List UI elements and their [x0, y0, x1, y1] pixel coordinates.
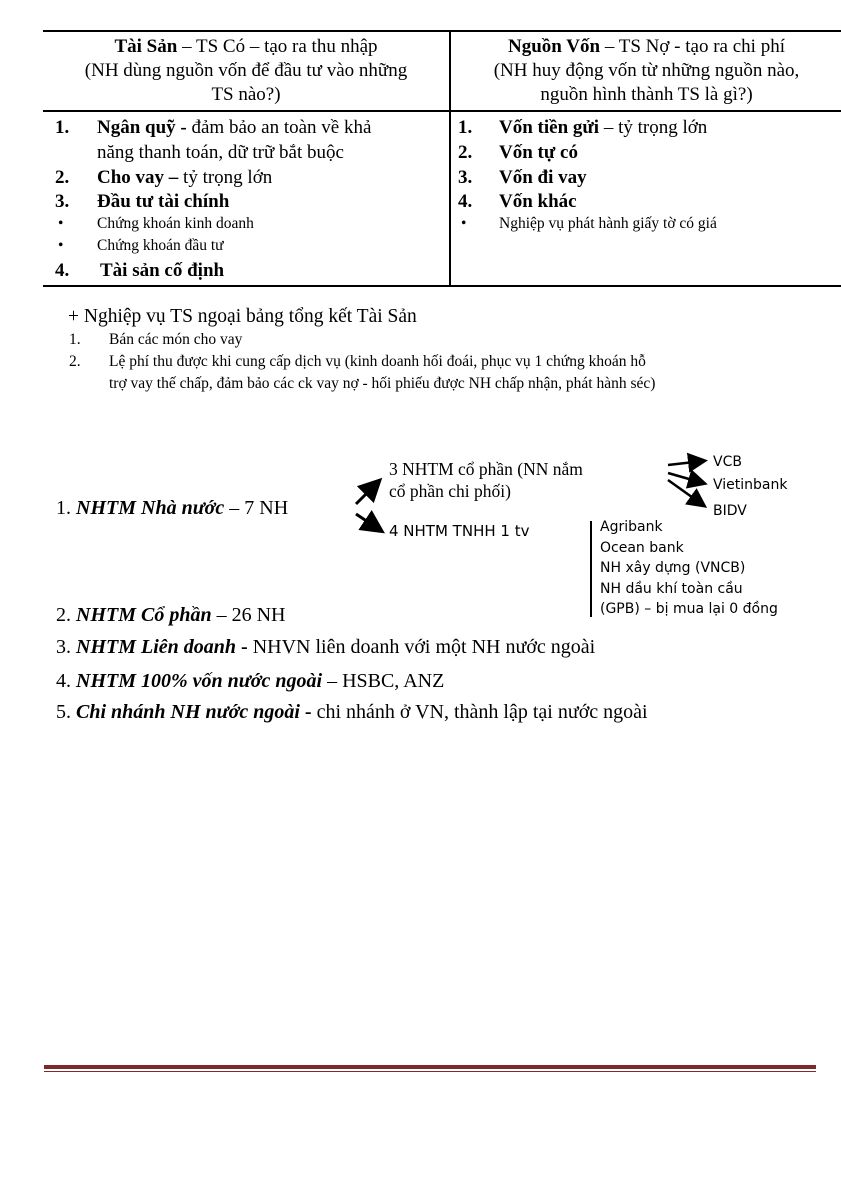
item-text: Lệ phí thu được khi cung cấp dịch vụ (kinh doanh hối đoái, phục vụ 1 chứng khoán hỗ [109, 353, 646, 370]
item-desc: đảm bảo an toàn về khả [186, 117, 372, 138]
item-number: 1. [69, 331, 81, 348]
bank-oceanbank: Ocean bank [600, 539, 684, 556]
bullet-text: Chứng khoán kinh doanh [97, 215, 254, 232]
bank-vncb: NH xây dựng (VNCB) [600, 560, 746, 576]
branch-label-cont: cổ phần chi phối) [389, 481, 511, 501]
item-desc: – 26 NH [211, 604, 286, 626]
arrow-to-vietinbank [668, 473, 703, 483]
bank-vietinbank: Vietinbank [713, 477, 788, 493]
bank-type-item [56, 701, 648, 724]
root-count: – 7 NH [224, 497, 289, 519]
bank-gpb: NH dầu khí toàn cầu [600, 580, 743, 597]
arrow-to-joint-stock [356, 482, 378, 504]
root-number: 1. [56, 497, 76, 519]
item-title: Vốn đi vay [499, 167, 587, 188]
item-number: 4. [56, 670, 76, 692]
item-desc: – HSBC, ANZ [322, 670, 445, 692]
assets-header-subtitle: – TS Có – tạo ra thu nhập [177, 36, 378, 57]
liabilities-header-question-cont: nguồn hình thành TS là gì?) [540, 84, 753, 105]
item-title: Cho vay – [97, 167, 179, 188]
assets-header-question-cont: TS nào?) [211, 84, 281, 105]
item-number: 4. [458, 191, 473, 212]
item-number: 2. [56, 604, 76, 626]
item-desc: – tỷ trọng lớn [599, 117, 708, 138]
item-number: 3. [55, 191, 70, 212]
item-title: Vốn tự có [499, 142, 578, 163]
item-title: NHTM Liên doanh [76, 636, 237, 658]
item-dash: - [299, 701, 312, 723]
item-desc: chi nhánh ở VN, thành lập tại nước ngoài [311, 701, 648, 723]
footer-rule-thin [44, 1071, 816, 1072]
item-title: Chi nhánh NH nước ngoài [76, 701, 300, 723]
bank-type-item [56, 670, 444, 693]
item-title: Tài sản cố định [100, 260, 225, 281]
bullet: • [58, 215, 64, 232]
item-number: 2. [69, 353, 81, 370]
arrow-to-bidv [668, 480, 703, 505]
root-title: NHTM Nhà nước [76, 497, 225, 519]
bank-agribank: Agribank [600, 519, 663, 535]
bank-gpb-cont: (GPB) – bị mua lại 0 đồng [600, 601, 778, 617]
item-number: 2. [55, 167, 70, 188]
item-text-cont: trợ vay thế chấp, đảm bảo các ck vay nợ - hối phiếu được NH chấp nhận, phát hành séc) [109, 375, 656, 392]
item-number: 3. [56, 636, 76, 658]
item-number: 3. [458, 167, 473, 188]
assets-header-question: (NH dùng nguồn vốn để đầu tư vào những [84, 60, 408, 81]
liabilities-header-subtitle: – TS Nợ - tạo ra chi phí [600, 36, 785, 57]
branch-one-member: 4 NHTM TNHH 1 tv [389, 522, 530, 540]
bullet: • [461, 215, 467, 232]
item-title: Vốn tiền gửi [499, 117, 600, 138]
item-title: NHTM 100% vốn nước ngoài [76, 670, 323, 692]
item-title: Vốn khác [499, 191, 577, 212]
item-text: Bán các món cho vay [109, 331, 243, 348]
item-number: 4. [55, 260, 70, 281]
bank-type-item [56, 636, 595, 659]
item-number: 2. [458, 142, 473, 163]
item-number: 1. [458, 117, 473, 138]
item-number: 5. [56, 701, 76, 723]
bank-type-item [56, 604, 285, 627]
assets-header-title: Tài Sản [114, 36, 178, 57]
bullet: • [58, 237, 64, 254]
item-title: Đầu tư tài chính [97, 191, 230, 212]
item-title: NHTM Cổ phần [76, 604, 212, 626]
bank-bidv: BIDV [713, 503, 747, 519]
item-desc-cont: năng thanh toán, dữ trữ bắt buộc [97, 142, 344, 163]
liabilities-header-question: (NH huy động vốn từ những nguồn nào, [493, 60, 800, 81]
off-balance-title: + Nghiệp vụ TS ngoại bảng tổng kết Tài Sản [68, 306, 417, 327]
item-number: 1. [55, 117, 70, 138]
footer-rule-thick [44, 1065, 816, 1069]
item-dash: - [236, 636, 248, 658]
branch-label: 3 NHTM cổ phần (NN nắm [389, 459, 583, 479]
arrow-to-vcb [668, 461, 703, 465]
item-title: Ngân quỹ - [97, 117, 187, 138]
bank-vcb: VCB [713, 454, 742, 470]
item-desc: tỷ trọng lớn [178, 167, 273, 188]
bullet-text: Chứng khoán đầu tư [97, 237, 224, 254]
liabilities-header-title: Nguồn Vốn [508, 36, 601, 57]
item-desc: NHVN liên doanh với một NH nước ngoài [247, 636, 596, 658]
arrow-to-one-member [356, 514, 380, 530]
bullet-text: Nghiệp vụ phát hành giấy tờ có giá [499, 215, 717, 232]
